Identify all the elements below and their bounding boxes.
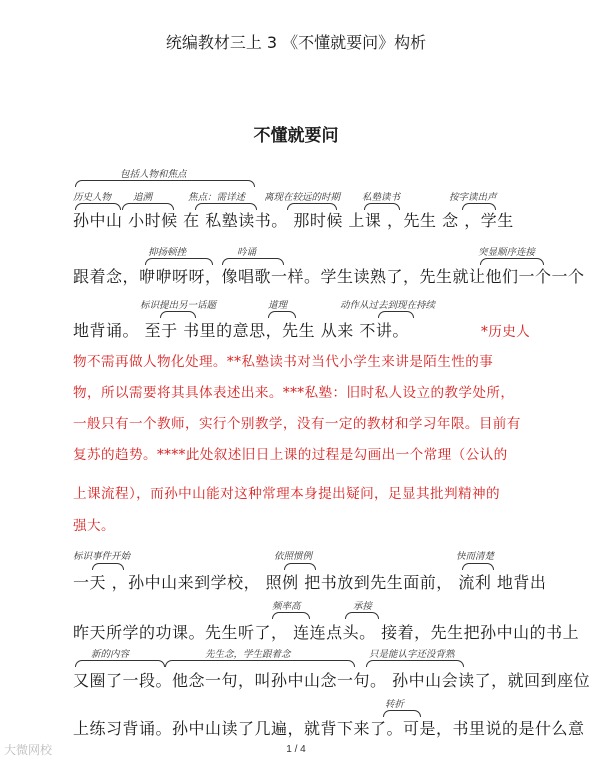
- annotation: 抑扬顿挫: [148, 247, 187, 258]
- annotation-brace: [378, 311, 414, 318]
- text-line: 又圈了一段。他念一句，叫孙中山念一句。 孙中山会读了，就回到座位: [73, 671, 591, 690]
- annotation: 动作从过去到现在持续: [340, 300, 436, 311]
- annotation: 按字读出声: [449, 192, 497, 203]
- footnote-text: 一般只有一个教师，实行个别教学，没有一定的教材和学习年限。目前有: [73, 416, 521, 432]
- text-line: 上练习背诵。孙中山读了几遍，就背下来了。可是，书里说的是什么意: [73, 719, 585, 738]
- annotation-brace: [268, 311, 296, 318]
- footnote-text: *历史人: [481, 324, 531, 340]
- annotation: 道理: [268, 300, 288, 311]
- footnote-text: 物，所以需要将其具体表述出来。***私塾：旧时私人设立的教学处所，: [73, 385, 515, 401]
- footnote-text: 复苏的趋势。****此处叙述旧日上课的过程是勾画出一个常理（公认的: [73, 447, 508, 463]
- annotation-brace: [165, 660, 355, 667]
- annotation-brace: [75, 660, 165, 667]
- annotation: 吟诵: [237, 247, 257, 258]
- annotation-brace: [462, 563, 494, 570]
- annotation: 突显顺序连接: [478, 247, 536, 258]
- text-line: 孙中山 小时候 在 私塾读书。 那时候 上课 ，先生 念 ，学生: [73, 211, 514, 230]
- annotation: 依照惯例: [274, 551, 313, 562]
- annotation: 频率高: [272, 601, 301, 612]
- annotation: 焦点：需详述: [188, 192, 246, 203]
- footnote-text: 强大。: [73, 518, 115, 534]
- annotation-brace: [272, 612, 310, 619]
- annotation: 新的内容: [91, 649, 130, 660]
- annotation: 标识提出另一话题: [140, 300, 217, 311]
- annotation: 先生念，学生跟着念: [205, 649, 291, 660]
- annotation: 快而清楚: [456, 551, 495, 562]
- annotation: 离现在较远的时期: [264, 192, 341, 203]
- page-title: 统编教材三上 3 《不懂就要问》构析: [165, 33, 427, 52]
- lesson-title: 不懂就要问: [253, 126, 339, 146]
- annotation-brace: [92, 563, 124, 570]
- footnote-text: 物不需再做人物化处理。**私塾读书对当代小学生来讲是陌生性的事: [73, 354, 494, 370]
- footnote-text: 上课流程），而孙中山能对这种常理本身提出疑问，足显其批判精神的: [73, 486, 501, 502]
- annotation: 私塾读书: [362, 192, 401, 203]
- annotation: 转折: [385, 699, 405, 710]
- text-line: 跟着念，咿咿呀呀，像唱歌一样。学生读熟了，先生就让他们一个一个: [73, 267, 585, 286]
- text-line: 一天 ，孙中山来到学校， 照例 把书放到先生面前， 流利 地背出: [73, 573, 547, 592]
- annotation: 承接: [353, 601, 373, 612]
- annotation-brace: [160, 311, 196, 318]
- annotation-brace: [366, 660, 464, 667]
- annotation: 追溯: [133, 192, 153, 203]
- annotation: 历史人物: [73, 192, 112, 203]
- annotation: 只是能认字还没背熟: [369, 649, 455, 660]
- watermark: 大微网校: [4, 743, 53, 757]
- annotation: 标识事件开始: [73, 551, 131, 562]
- annotation-brace: [284, 563, 316, 570]
- annotation-brace: [75, 180, 255, 187]
- page-number: 1 / 4: [286, 744, 306, 755]
- annotation-brace: [345, 612, 379, 619]
- text-line: 昨天所学的功课。先生听了， 连连点头。 接着，先生把孙中山的书上: [73, 623, 580, 642]
- text-line: 地背诵。 至于 书里的意思，先生 从来 不讲。: [73, 321, 409, 340]
- annotation: 包括人物和焦点: [120, 169, 187, 180]
